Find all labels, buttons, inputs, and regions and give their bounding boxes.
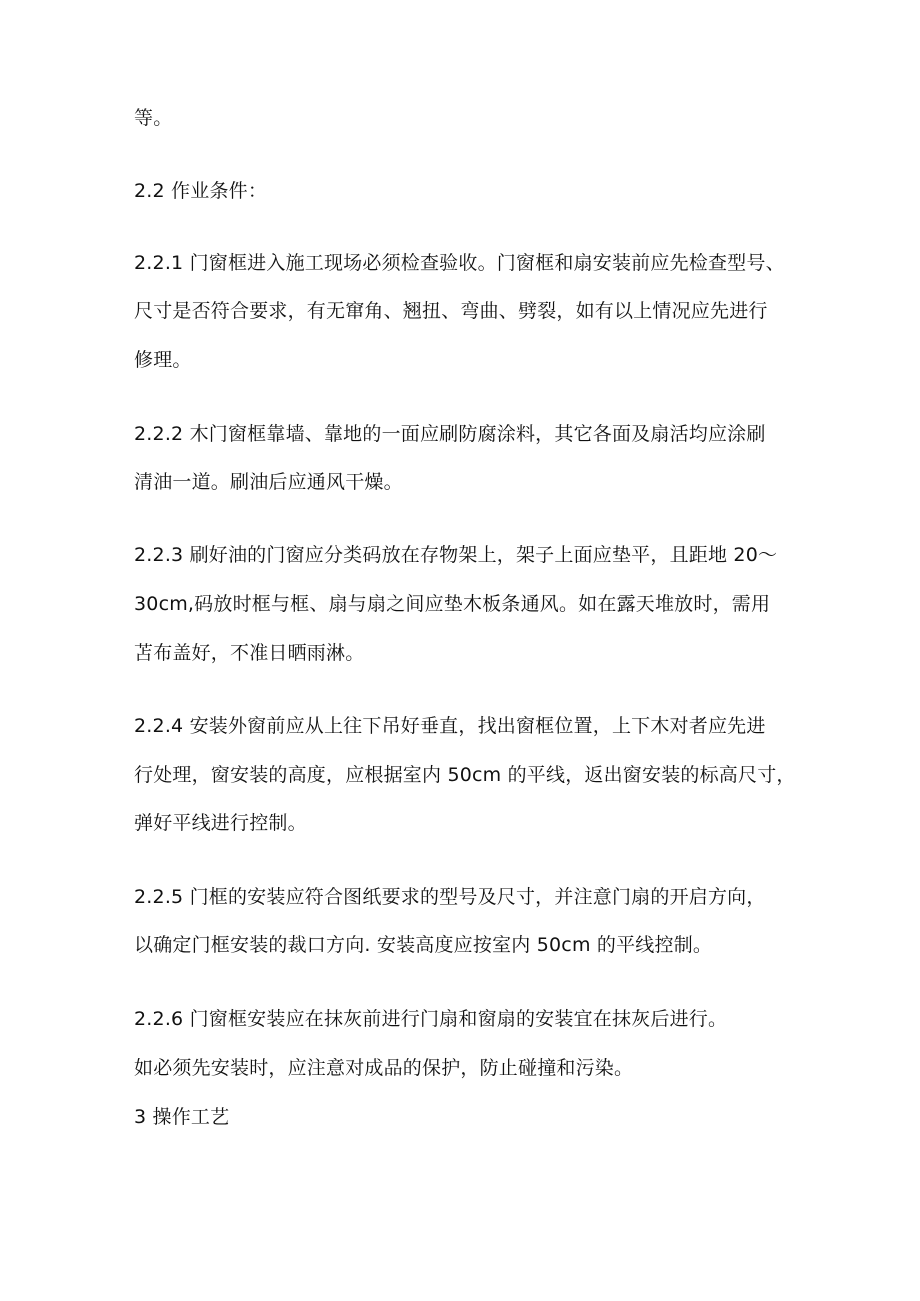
clause-2-2-1-line-2: 尺寸是否符合要求，有无窜角、翘扭、弯曲、劈裂，如有以上情况应先进行 [134, 300, 768, 322]
clause-2-2-3-line-3: 苫布盖好，不准日晒雨淋。 [134, 642, 365, 664]
section-heading-2-2: 2.2 作业条件： [134, 180, 268, 202]
clause-2-2-1-line-1: 2.2.1 门窗框进入施工现场必须检查验收。门窗框和扇安装前应先检查型号、 [134, 252, 785, 274]
clause-2-2-1-line-3: 修理。 [134, 349, 192, 371]
clause-2-2-5-line-1: 2.2.5 门框的安装应符合图纸要求的型号及尺寸，并注意门扇的开启方向， [134, 886, 766, 908]
clause-2-2-6-line-2: 如必须先安装时，应注意对成品的保护，防止碰撞和污染。 [134, 1057, 634, 1079]
text-line-continuation: 等。 [134, 107, 173, 129]
clause-2-2-3-line-2: 30cm,码放时框与框、扇与扇之间应垫木板条通风。如在露天堆放时，需用 [134, 593, 771, 615]
clause-2-2-2-line-1: 2.2.2 木门窗框靠墙、靠地的一面应刷防腐涂料，其它各面及扇活均应涂刷 [134, 423, 766, 445]
clause-2-2-4-line-2: 行处理，窗安装的高度，应根据室内 50cm 的平线，返出窗安装的标高尺寸， [134, 764, 796, 786]
section-heading-3: 3 操作工艺 [134, 1106, 230, 1128]
clause-2-2-3-line-1: 2.2.3 刷好油的门窗应分类码放在存物架上，架子上面应垫平，且距地 20～ [134, 544, 778, 566]
clause-2-2-4-line-3: 弹好平线进行控制。 [134, 812, 307, 834]
clause-2-2-4-line-1: 2.2.4 安装外窗前应从上往下吊好垂直，找出窗框位置，上下木对者应先进 [134, 715, 766, 737]
clause-2-2-6-line-1: 2.2.6 门窗框安装应在抹灰前进行门扇和窗扇的安装宜在抹灰后进行。 [134, 1008, 728, 1030]
clause-2-2-5-line-2: 以确定门框安装的裁口方向. 安装高度应按室内 50cm 的平线控制。 [134, 934, 713, 956]
clause-2-2-2-line-2: 清油一道。刷油后应通风干燥。 [134, 471, 403, 493]
